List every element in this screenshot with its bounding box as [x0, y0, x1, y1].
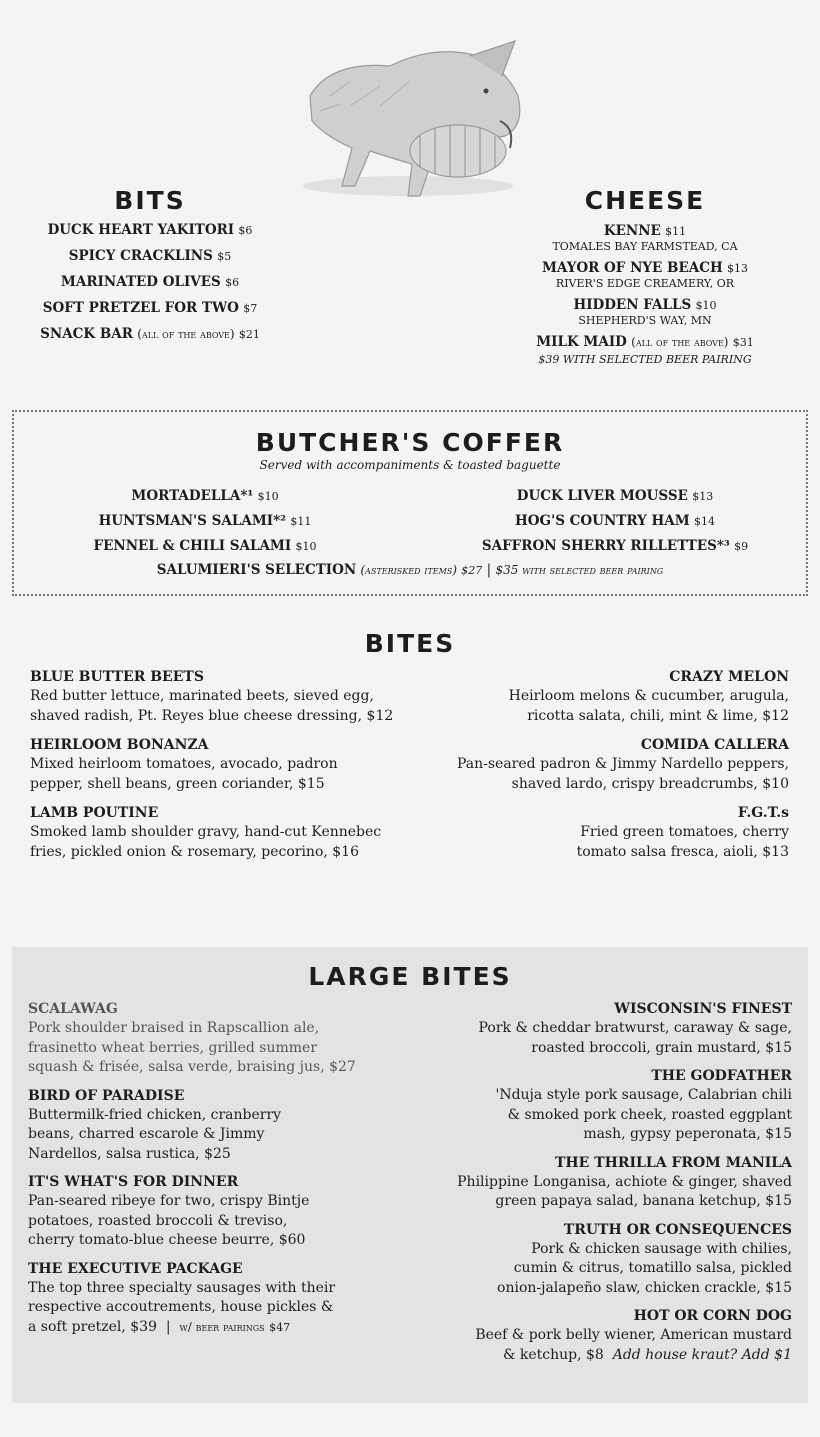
large-bites-heading: LARGE BITES [308, 962, 512, 991]
butchers-selection [40, 561, 780, 580]
large-item-desc: a soft pretzel, $39 | [28, 1318, 180, 1335]
cheese-item-name: MILK MAID [536, 334, 627, 350]
cheese-item-name: HIDDEN FALLS [573, 297, 692, 313]
large-item-desc: & ketchup, $8 [502, 1346, 613, 1363]
large-item-desc: Pork & chicken sausage with chilies, [531, 1240, 792, 1257]
large-item-note: w/ beer pairings [179, 1319, 265, 1334]
bites-item-desc: Smoked lamb shoulder gravy, hand-cut Kennebec [30, 824, 382, 840]
large-item-desc: Beef & pork belly wiener, American mustard [475, 1327, 792, 1343]
large-left-column [28, 1000, 428, 1337]
butchers-item-name: SAFFRON SHERRY RILLETTES*³ [481, 538, 730, 554]
butchers-left-list [40, 487, 370, 556]
bits-item-price: $5 [217, 250, 232, 263]
selection-pairing: $35 with selected beer pairing [495, 563, 664, 577]
cheese-item-origin: TOMALES BAY FARMSTEAD, CA [552, 240, 738, 253]
bites-heading: BITES [364, 629, 456, 658]
large-item-name: TRUTH OR CONSEQUENCES [563, 1221, 792, 1238]
butchers-item [40, 487, 370, 506]
large-item [28, 1000, 428, 1078]
bites-item-name: LAMB POUTINE [30, 805, 159, 821]
bits-item-note: (all of the above) [137, 327, 235, 341]
butchers-item [40, 537, 370, 556]
bits-item [10, 273, 290, 292]
large-item-name: SCALAWAG [28, 1001, 118, 1017]
bites-item-desc: shaved radish, Pt. Reyes blue cheese dressing, $12 [30, 707, 394, 724]
large-item-desc: 'Nduja style pork sausage, Calabrian chili [495, 1087, 792, 1103]
large-item-name: HOT OR CORN DOG [633, 1308, 792, 1324]
large-item-desc: Buttermilk-fried chicken, cranberry [28, 1106, 282, 1123]
large-item-name: THE GODFATHER [651, 1068, 792, 1084]
bits-item-price: $6 [238, 224, 253, 237]
bits-item-price: $7 [243, 302, 258, 315]
bites-item [420, 736, 789, 794]
large-item-desc: Philippine Longanisa, achiote & ginger, shaved [457, 1173, 792, 1190]
bites-item [30, 804, 410, 862]
large-item-desc: Pork & cheddar bratwurst, caraway & sage, [478, 1020, 792, 1036]
bits-heading: BITS [114, 186, 186, 215]
cheese-item-name: KENNE [603, 223, 661, 239]
cheese-item [495, 222, 795, 253]
butchers-item-price: $11 [290, 515, 312, 528]
butchers-item-name: MORTADELLA*¹ [131, 488, 254, 504]
large-item-desc: Nardellos, salsa rustica, $25 [28, 1145, 231, 1162]
bites-item [30, 668, 410, 726]
large-item-desc: squash & frisée, salsa verde, braising jus, $27 [28, 1059, 356, 1075]
large-item-desc: roasted broccoli, grain mustard, $15 [531, 1039, 792, 1056]
butchers-item-name: HUNTSMAN'S SALAMI*² [98, 513, 287, 529]
cheese-item-name: MAYOR OF NYE BEACH [541, 260, 723, 276]
large-item [430, 1000, 792, 1058]
large-item [430, 1307, 792, 1365]
bites-item [30, 736, 410, 794]
large-item [430, 1067, 792, 1145]
large-item [28, 1087, 428, 1165]
large-item-name: THE THRILLA FROM MANILA [555, 1154, 792, 1171]
large-item-desc: Pork shoulder braised in Rapscallion ale, [28, 1020, 320, 1036]
cheese-item-origin: SHEPHERD'S WAY, MN [578, 314, 712, 327]
bits-item-name: SOFT PRETZEL FOR TWO [42, 300, 239, 316]
cheese-item-price: $10 [695, 299, 717, 312]
bites-item-desc: pepper, shell beans, green coriander, $15 [30, 775, 325, 792]
large-item-desc: & smoked pork cheek, roasted eggplant [507, 1106, 792, 1123]
bits-item-price: $21 [238, 328, 260, 341]
large-item-desc: beans, charred escarole & Jimmy [28, 1126, 265, 1142]
large-item-desc: cumin & citrus, tomatillo salsa, pickled [513, 1260, 792, 1276]
cheese-item-price: $11 [665, 225, 687, 238]
bits-item [10, 325, 290, 344]
bites-item-name: F.G.T.s [737, 805, 789, 821]
bites-item [420, 668, 789, 726]
bites-item-desc: Mixed heirloom tomatoes, avocado, padron [30, 756, 338, 772]
butchers-subtitle: Served with accompaniments & toasted baguette [259, 458, 561, 472]
bites-item-name: HEIRLOOM BONANZA [30, 737, 209, 753]
selection-note: (asterisked items) [360, 563, 457, 577]
large-item-addon: Add house kraut? Add $1 [612, 1346, 792, 1363]
butchers-item-name: HOG'S COUNTRY HAM [515, 513, 690, 529]
bites-item-desc: Heirloom melons & cucumber, arugula, [508, 688, 789, 704]
large-right-column [430, 1000, 792, 1365]
bits-item-name: SPICY CRACKLINS [68, 248, 213, 264]
bits-item-name: SNACK BAR [40, 326, 133, 342]
large-item-desc: frasinetto wheat berries, grilled summer [28, 1039, 318, 1056]
large-item-desc: cherry tomato-blue cheese beurre, $60 [28, 1232, 306, 1248]
bites-item-desc: fries, pickled onion & rosemary, pecorino, $16 [30, 843, 359, 860]
butchers-right-list [445, 487, 785, 556]
bites-item-name: BLUE BUTTER BEETS [30, 669, 204, 685]
cheese-item-price: $31 [732, 336, 754, 349]
butchers-item [445, 512, 785, 531]
butchers-item-price: $13 [692, 490, 714, 503]
large-item-price: $47 [269, 1320, 291, 1334]
bites-left-column [30, 668, 410, 862]
butchers-item [40, 512, 370, 531]
bites-item-desc: Fried green tomatoes, cherry [580, 824, 789, 840]
bits-item-name: MARINATED OLIVES [60, 274, 221, 290]
large-item-desc: green papaya salad, banana ketchup, $15 [495, 1193, 792, 1209]
bits-item [10, 247, 290, 266]
butchers-heading: BUTCHER'S COFFER [255, 428, 565, 457]
bites-item-desc: Red butter lettuce, marinated beets, sieved egg, [30, 688, 374, 704]
bites-item-desc: tomato salsa fresca, aioli, $13 [576, 843, 789, 860]
large-item [28, 1260, 428, 1338]
bites-right-column [420, 668, 789, 862]
large-item-desc: mash, gypsy peperonata, $15 [583, 1126, 792, 1142]
bites-item-desc: ricotta salata, chili, mint & lime, $12 [527, 707, 789, 724]
bits-item-price: $6 [225, 276, 240, 289]
butchers-item-name: DUCK LIVER MOUSSE [516, 488, 688, 504]
large-item [28, 1173, 428, 1251]
large-item-desc: respective accoutrements, house pickles & [28, 1299, 334, 1315]
boar-illustration [290, 36, 530, 218]
large-item-desc: potatoes, roasted broccoli & treviso, [28, 1212, 288, 1229]
cheese-item-origin: RIVER'S EDGE CREAMERY, OR [555, 277, 735, 290]
butchers-item-price: $14 [693, 515, 715, 528]
selection-name: SALUMIERI'S SELECTION [156, 562, 357, 578]
butchers-item-price: $10 [257, 490, 279, 503]
butchers-item-price: $10 [295, 540, 317, 553]
cheese-heading: CHEESE [584, 186, 706, 215]
butchers-item-price: $9 [734, 540, 749, 553]
large-item [430, 1154, 792, 1212]
bits-list [10, 221, 290, 344]
selection-price: $27 [461, 564, 483, 577]
large-item-desc: The top three specialty sausages with their [28, 1279, 336, 1296]
cheese-item [495, 333, 795, 368]
large-item-desc: onion-jalapeño slaw, chicken crackle, $15 [497, 1279, 792, 1296]
bits-item [10, 299, 290, 318]
cheese-item-note: (all of the above) [631, 335, 729, 349]
large-item-name: THE EXECUTIVE PACKAGE [28, 1260, 243, 1277]
cheese-item-price: $13 [727, 262, 749, 275]
bites-item-desc: Pan-seared padron & Jimmy Nardello peppers, [456, 756, 789, 772]
large-item [430, 1221, 792, 1299]
large-item-name: IT'S WHAT'S FOR DINNER [28, 1174, 239, 1190]
butchers-item-name: FENNEL & CHILI SALAMI [93, 538, 292, 554]
bits-item-name: DUCK HEART YAKITORI [47, 222, 235, 238]
large-item-desc: Pan-seared ribeye for two, crispy Bintje [28, 1193, 310, 1209]
butchers-item [445, 537, 785, 556]
butchers-item [445, 487, 785, 506]
selection-separator: | [486, 562, 492, 578]
large-item-name: BIRD OF PARADISE [28, 1087, 185, 1104]
bites-item [420, 804, 789, 862]
cheese-item [495, 259, 795, 290]
large-item-name: WISCONSIN'S FINEST [614, 1001, 792, 1017]
bites-item-name: COMIDA CALLERA [640, 737, 789, 753]
cheese-item [495, 296, 795, 327]
bites-item-name: CRAZY MELON [669, 669, 789, 685]
bits-item [10, 221, 290, 240]
cheese-item-pairing: $39 WITH SELECTED BEER PAIRING [538, 353, 752, 366]
bites-item-desc: shaved lardo, crispy breadcrumbs, $10 [511, 775, 789, 792]
cheese-list [495, 222, 795, 368]
